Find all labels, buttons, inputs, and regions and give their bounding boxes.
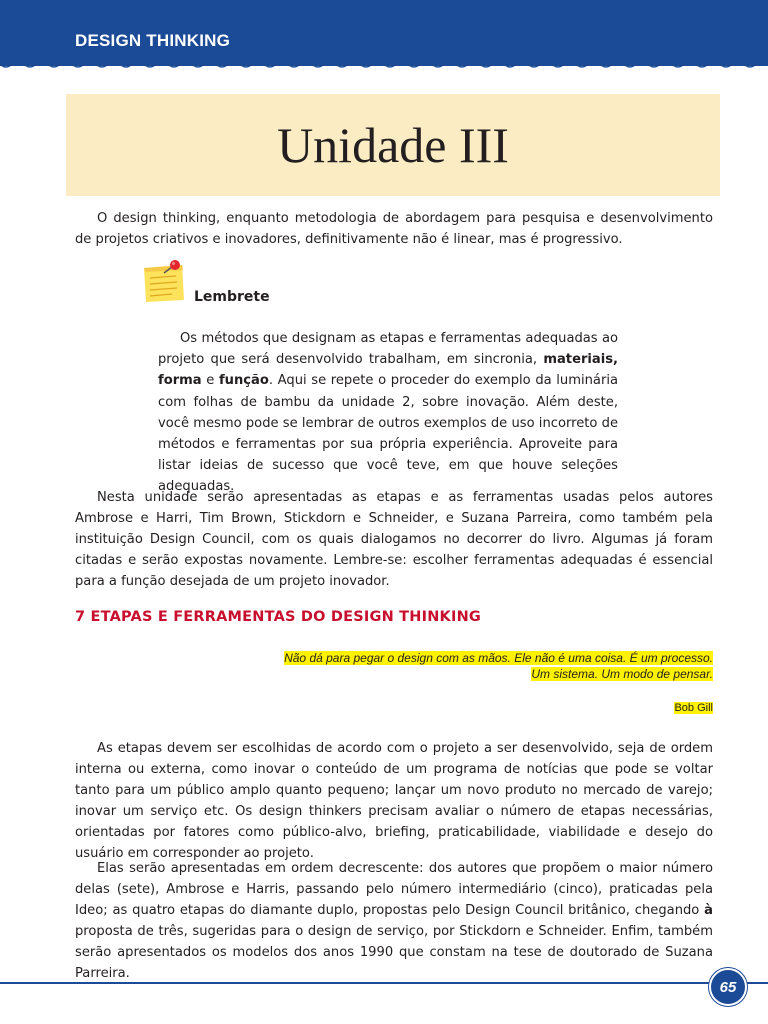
intro-text: O design thinking, enquanto metodologia de abordagem para pesquisa e desenvolvimento de projetos criativos e inovadores, definitivamente não é linear, mas é progressivo. xyxy=(75,211,713,247)
order-paragraph xyxy=(75,858,713,984)
reminder-bold-forma: forma xyxy=(158,373,202,389)
order-text-part2: proposta de três, sugeridas para o design de serviço, por Stickdorn e Schneider. Enfim, também serão apresentados os modelos dos anos 1990 que constam na tese de doutorado de Suzana Parreira. xyxy=(75,924,713,981)
unit-title: Unidade III xyxy=(277,117,509,173)
quote-line-2: Um sistema. Um modo de pensar. xyxy=(531,667,713,681)
intro-paragraph xyxy=(75,208,713,250)
reminder-sep2: e xyxy=(201,373,219,389)
reminder-paragraph xyxy=(158,328,618,498)
page-number: 65 xyxy=(719,979,737,996)
unit-overview-paragraph xyxy=(75,487,713,592)
steps-text: As etapas devem ser escolhidas de acordo com o projeto a ser desenvolvido, seja de ordem interna ou externa, como inovar o conteúdo de um programa de notícias que pode se voltar tanto para um público amplo quanto pequeno; lançar um novo produto no mercado de varejo; inovar um serviço etc. Os design thinkers precisam avaliar o número de etapas necessárias, orientadas por fatores como público-alvo, briefing, praticabilidade, viabilidade e desejo do usuário em corresponder ao projeto. xyxy=(75,741,713,861)
footer-rule xyxy=(0,982,768,984)
quote-line-1: Não dá para pegar o design com as mãos. Ele não é uma coisa. É um processo. xyxy=(284,651,713,665)
epigraph-quote xyxy=(253,650,713,682)
reminder-label: Lembrete xyxy=(194,289,270,305)
reminder-text-part2: . Aqui se repete o proceder do exemplo da luminária com folhas de bambu da unidade 2, sobre inovação. Além deste, você mesmo pode se lembrar de outros exemplos de uso incorreto de métodos e ferramentas por sua própria experiência. Aproveite para listar ideias de sucesso que você teve, em que houve seleções adequadas. xyxy=(158,373,618,495)
sticky-note-pushpin-icon xyxy=(142,260,190,306)
unit-overview-text: Nesta unidade serão apresentadas as etapas e as ferramentas usadas pelos autores Ambrose e Harri, Tim Brown, Stickdorn e Schneider, e Suzana Parreira, como também pela instituição Design Council, com os quais dialogamos no decorrer do livro. Algumas já foram citadas e serão expostas novamente. Lembre-se: escolher ferramentas adequadas é essencial para a função desejada de um projeto inovador. xyxy=(75,490,713,589)
order-bold: à xyxy=(704,903,713,918)
order-text-part1: Elas serão apresentadas em ordem decrescente: dos autores que propõem o maior número delas (sete), Ambrose e Harris, passando pelo número intermediário (cinco), praticadas pela Ideo; as quatro etapas do diamante duplo, propostas pelo Design Council britânico, chegando xyxy=(75,861,713,918)
reminder-sep1: , xyxy=(613,352,618,368)
reminder-bold-funcao: função xyxy=(218,373,269,389)
quote-author xyxy=(674,702,713,714)
reminder-bold-materiais: materiais xyxy=(543,352,614,368)
header-wave-border xyxy=(0,56,768,70)
quote-author-name: Bob Gill xyxy=(674,702,713,714)
section-heading: 7 ETAPAS E FERRAMENTAS DO DESIGN THINKING xyxy=(75,609,482,625)
unit-title-box xyxy=(66,94,720,196)
page-number-badge xyxy=(709,968,747,1006)
running-header-title: DESIGN THINKING xyxy=(75,31,231,50)
reminder-text-part1: Os métodos que designam as etapas e ferramentas adequadas ao projeto que será desenvolvido trabalham, em sincronia, xyxy=(158,331,618,368)
steps-paragraph xyxy=(75,738,713,864)
